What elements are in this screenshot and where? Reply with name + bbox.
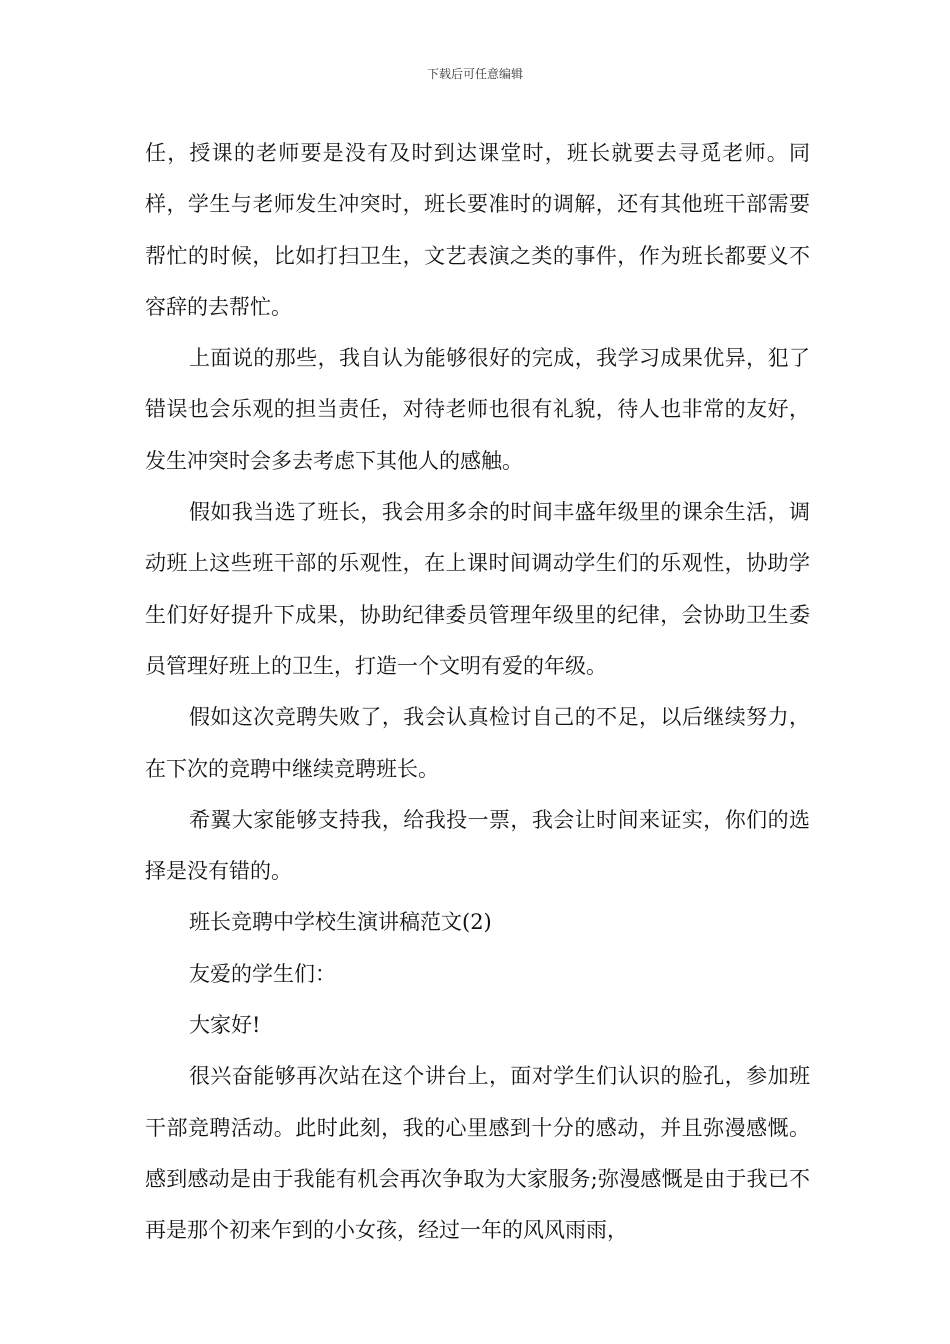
text-line: 班长竞聘中学校生演讲稿范文(2) — [189, 910, 492, 935]
text-line: 的友好，发生冲突时会多去考虑下其他人的感触。 — [145, 397, 811, 473]
text-line: 长都要义不容辞的去帮忙。 — [145, 243, 811, 319]
text-line: 的选择是没有错的。 — [145, 807, 811, 884]
text-line: 友爱的学生们： — [189, 961, 336, 986]
text-line: 假如这次竞聘失败了，我会认真检讨自己的不足，以后继续努 — [189, 705, 768, 730]
text-line: 假如我当选了班长，我会用多余的时间丰盛年级里的课余生活， — [189, 500, 789, 525]
page-header: 下载后可任意编辑 — [426, 67, 523, 81]
greeting — [145, 1000, 810, 1051]
paragraph-4 — [145, 692, 810, 795]
text-line: 同样，学生与老师发生冲突时，班长要准时的调解，还有其他班干 — [145, 141, 810, 217]
text-line: 上面说的那些，我自认为能够很好的完成，我学习成果优异， — [189, 346, 768, 371]
text-line: 很兴奋能够再次站在这个讲台上，面对学生们认识的脸孔，参 — [189, 1064, 768, 1089]
text-line: 希翼大家能够支持我，给我投一票，我会让时间来证实，你们 — [189, 807, 768, 832]
text-line: 力，在下次的竞聘中继续竞聘班长。 — [145, 705, 811, 781]
salutation — [145, 949, 810, 1000]
text-line: 调动班上这些班干部的乐观性，在上课时间调动学生们的乐观性， — [145, 500, 810, 576]
section-title — [145, 897, 810, 948]
paragraph-3 — [145, 487, 810, 692]
text-line: 协助卫生委员管理好班上的卫生，打造一个文明有爱的年级。 — [145, 602, 811, 678]
text-line: 犯了错误也会乐观的担当责任，对待老师也很有礼貌，待人也非常 — [145, 346, 811, 422]
paragraph-2 — [145, 333, 810, 487]
text-line: 部需要帮忙的时候，比如打扫卫生，文艺表演之类的事件，作为班 — [145, 192, 811, 268]
paragraph-1 — [145, 128, 810, 333]
text-line: 加班干部竞聘活动。此时此刻，我的心里感到十分的感动，并且弥 — [145, 1064, 811, 1140]
text-line: 大家好! — [189, 1013, 261, 1038]
text-line: 漫感慨。感到感动是由于我能有机会再次争取为大家服务;弥漫感慨 — [145, 1115, 811, 1191]
text-line: 协助学生们好好提升下成果，协助纪律委员管理年级里的纪律，会 — [145, 551, 811, 627]
paragraph-6 — [145, 1051, 810, 1256]
document-body — [145, 128, 810, 1257]
paragraph-5 — [145, 795, 810, 898]
text-line: 是由于我已不再是那个初来乍到的小女孩，经过一年的风风雨雨， — [145, 1166, 811, 1243]
text-line: 任，授课的老师要是没有及时到达课堂时，班长就要去寻觅老师。 — [145, 141, 789, 165]
